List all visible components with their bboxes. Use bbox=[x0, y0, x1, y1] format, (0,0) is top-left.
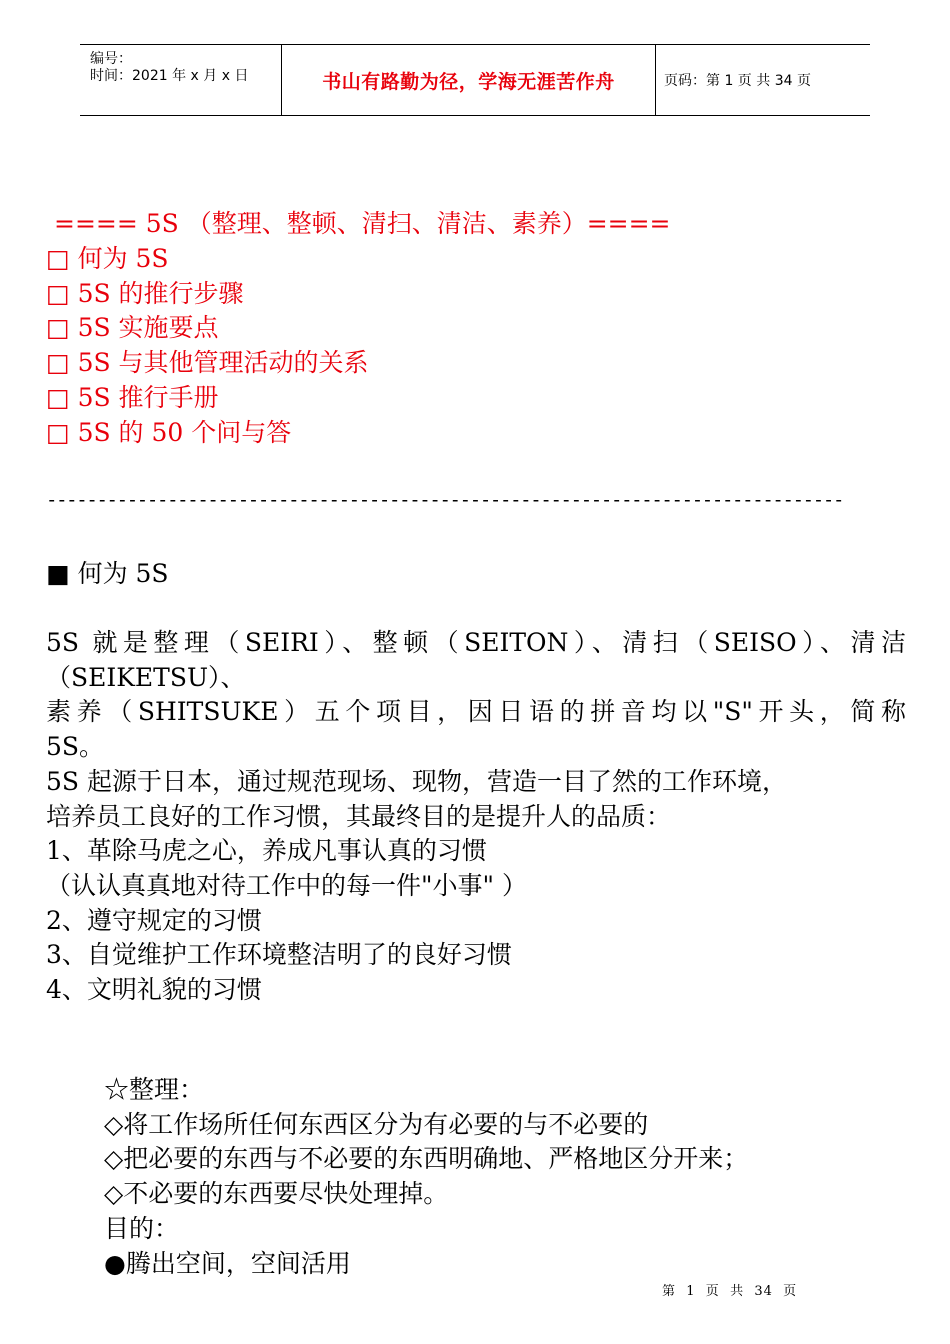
purpose-item: ●腾出空间，空间活用 bbox=[104, 1248, 351, 1278]
header-page-number: 页码：第 1 页 共 34 页 bbox=[664, 73, 811, 89]
paragraph-line: （认认真真地对待工作中的每一件"小事" ） bbox=[46, 870, 527, 900]
paragraph-line: 3、自觉维护工作环境整洁明了的良好习惯 bbox=[46, 940, 512, 970]
toc-item: □ 何为 5S bbox=[46, 243, 169, 273]
section-body bbox=[46, 626, 906, 1008]
toc-title: ==== 5S （整理、整顿、清扫、清洁、素养）==== bbox=[54, 209, 671, 238]
sorting-point: ◇不必要的东西要尽快处理掉。 bbox=[104, 1179, 449, 1209]
table-of-contents bbox=[46, 207, 671, 451]
toc-item: □ 5S 实施要点 bbox=[46, 313, 219, 343]
sorting-title: ☆整理： bbox=[104, 1075, 205, 1104]
paragraph-line: （SEIKETSU）、 bbox=[46, 662, 246, 692]
header-meta-cell bbox=[80, 45, 282, 115]
page-footer: 第 1 页 共 34 页 bbox=[662, 1284, 798, 1299]
paragraph-line: 5S 就是整理（SEIRI）、整顿（SEITON）、清扫（SEISO）、清洁 bbox=[46, 628, 906, 657]
toc-item: □ 5S 的推行步骤 bbox=[46, 278, 244, 308]
toc-item: □ 5S 的 50 个问与答 bbox=[46, 417, 292, 447]
section-heading: ■ 何为 5S bbox=[46, 559, 169, 588]
paragraph-line: 素养（SHITSUKE）五个项目，因日语的拼音均以"S"开头，简称 bbox=[46, 697, 906, 727]
toc-item: □ 5S 与其他管理活动的关系 bbox=[46, 348, 369, 378]
paragraph-line: 培养员工良好的工作习惯，其最终目的是提升人的品质： bbox=[46, 801, 672, 831]
paragraph-line: 5S 起源于日本，通过规范现场、现物，营造一目了然的工作环境， bbox=[46, 766, 787, 796]
paragraph-line: 2、遵守规定的习惯 bbox=[46, 905, 262, 935]
sorting-point: ◇把必要的东西与不必要的东西明确地、严格地区分开来； bbox=[104, 1144, 749, 1174]
paragraph-line: 5S。 bbox=[46, 732, 105, 762]
document-number-label: 编号： bbox=[90, 51, 132, 67]
document-header bbox=[80, 44, 870, 116]
toc-item: □ 5S 推行手册 bbox=[46, 382, 219, 412]
document-date-label: 时间：2021 年 x 月 x 日 bbox=[90, 68, 249, 84]
purpose-label: 目的： bbox=[104, 1213, 180, 1243]
paragraph-line: 4、文明礼貌的习惯 bbox=[46, 975, 262, 1005]
sorting-section bbox=[104, 1073, 748, 1281]
sorting-point: ◇将工作场所任何东西区分为有必要的与不必要的 bbox=[104, 1109, 649, 1139]
dashed-divider: ------------------------------------------------------------------------------- bbox=[46, 489, 844, 511]
paragraph-line: 1、革除马虎之心，养成凡事认真的习惯 bbox=[46, 836, 487, 866]
header-motto: 书山有路勤为径，学海无涯苦作舟 bbox=[282, 45, 656, 115]
